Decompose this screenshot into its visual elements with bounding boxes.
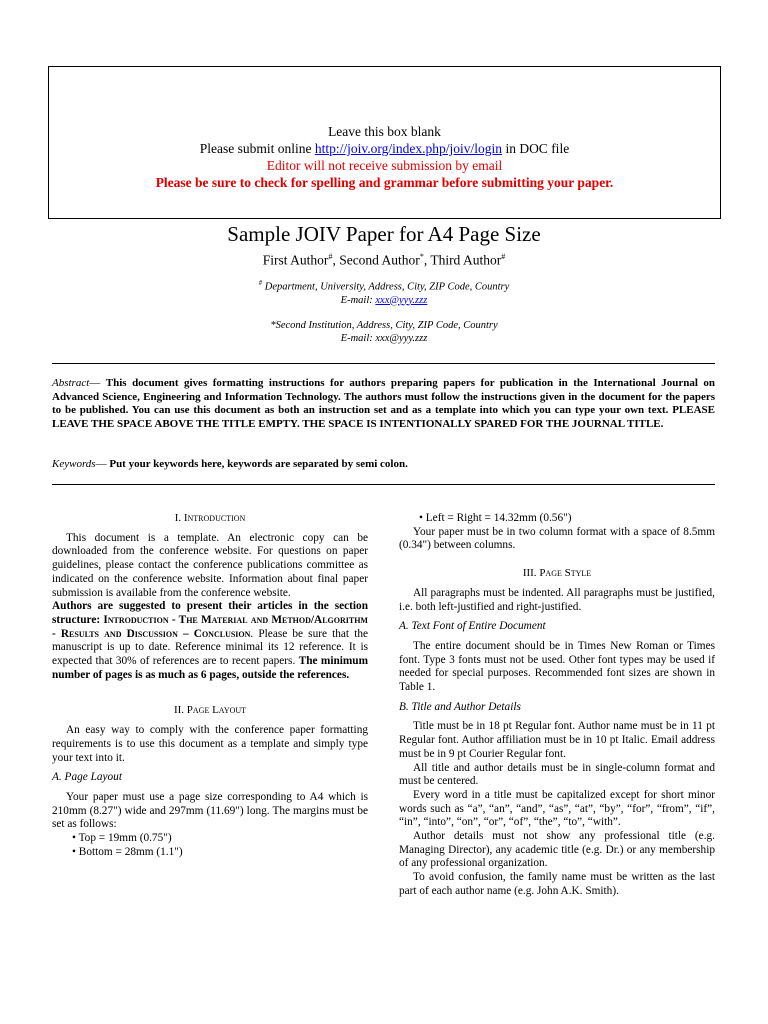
section-heading-introduction: I. Introduction <box>174 512 246 524</box>
leave-blank-text: Leave this box blank <box>328 124 441 139</box>
left-column <box>52 512 368 859</box>
title-font-paragraph: Title must be in 18 pt Regular font. Author name must be in 11 pt Regular font. Author affiliation must be in 10 pt Italic. Email address must be in 9 pt Courier Regular font. <box>399 720 715 760</box>
centered-paragraph: All title and author details must be in single-column format and must be centered. <box>399 761 715 788</box>
author-list: First Author#, Second Author*, Third Author# <box>262 252 506 268</box>
subsection-page-layout: A. Page Layout <box>52 771 122 784</box>
paper-title: Sample JOIV Paper for A4 Page Size <box>227 222 541 246</box>
divider-top <box>52 363 715 364</box>
affiliation-2: *Second Institution, Address, City, ZIP Code, Country E-mail: xxx@yyy.zzz <box>270 320 498 344</box>
font-paragraph: The entire document should be in Times New Roman or Times font. Type 3 fonts must not be used. Other font types may be used if needed for special purposes. Recommended font sizes are shown in Table 1. <box>399 639 715 694</box>
submission-link[interactable]: http://joiv.org/index.php/joiv/login <box>314 141 503 156</box>
intro-paragraph: This document is a template. An electronic copy can be downloaded from the conference website. For questions on paper guidelines, please contact the conference publications committee as indicated on the conference website. Information about final paper submission is available from the conference website. <box>52 531 368 599</box>
affiliation-1: # Department, University, Address, City, ZIP Code, Country E-mail: xxx@yyy.zzz <box>258 279 510 306</box>
family-name-paragraph: To avoid confusion, the family name must be written as the last part of each author name (e.g. John A.K. Smith). <box>399 871 715 897</box>
subsection-text-font: A. Text Font of Entire Document <box>399 620 546 633</box>
abstract: Abstract— This document gives formatting instructions for authors preparing papers for publication in the International Journal on Advanced Science, Engineering and Information Technology. The authors must follow the instructions given in the document for the papers to be published. You can use this document as both an instruction set and as a template into which you can type your own text. PLEASE LEAVE THE SPACE ABOVE THE TITLE EMPTY. THE SPACE IS INTENTIONALLY SPARED FOR THE JOURNAL TITLE. <box>52 377 716 430</box>
right-column <box>399 512 715 899</box>
margin-bottom-item: • Bottom = 28mm (1.1") <box>72 845 183 858</box>
structure-paragraph: Authors are suggested to present their articles in the section structure: Introduction - The Material and Method/Algorithm - Results and Discussion – Conclusion. Please be sure that the manuscript is up to date. Reference minimal its 12 reference. It is expected that 30% of references are to recent papers. The minimum number of pages is as much as 6 pages, outside the references. <box>52 600 368 681</box>
indent-paragraph: All paragraphs must be indented. All paragraphs must be justified, i.e. both left-justified and right-justified. <box>399 586 715 613</box>
email-link[interactable]: xxx@yyy.zzz <box>375 294 428 306</box>
submission-notice-box <box>48 66 721 219</box>
capitalization-paragraph: Every word in a title must be capitalized except for short minor words such as “a”, “an”, “and”, “as”, “at”, “by”, “for”, “from”, “if”, “in”, “into”, “on”, “or”, “of”, “the”, “to”, “with”. <box>399 788 715 829</box>
section-heading-page-layout: II. Page Layout <box>173 704 247 717</box>
submit-online-line: Please submit online http://joiv.org/index.php/joiv/login in DOC file <box>199 141 570 156</box>
two-column-paragraph: Your paper must be in two column format with a space of 8.5mm (0.34") between columns. <box>399 525 715 552</box>
professional-title-paragraph: Author details must not show any professional title (e.g. Managing Director), any academic title (e.g. Dr.) or any membership of any professional organization. <box>399 830 715 870</box>
margin-top-item: • Top = 19mm (0.75") <box>72 832 172 845</box>
margin-left-right-item: • Left = Right = 14.32mm (0.56") <box>419 512 572 524</box>
subsection-title-author: B. Title and Author Details <box>399 700 521 713</box>
email-warning: Editor will not receive submission by email <box>266 158 503 173</box>
page-size-paragraph: Your paper must use a page size corresponding to A4 which is 210mm (8.27") wide and 297mm (11.69") long. The margins must be set as follows: <box>52 790 368 831</box>
layout-paragraph: An easy way to comply with the conference paper formatting requirements is to use this document as a template and simply type your text into it. <box>52 724 368 764</box>
keywords: Keywords— Put your keywords here, keywords are separated by semi colon. <box>52 458 408 470</box>
divider-bottom <box>52 484 715 485</box>
section-heading-page-style: III. Page Style <box>522 567 592 580</box>
spelling-warning: Please be sure to check for spelling and grammar before submitting your paper. <box>155 175 614 190</box>
